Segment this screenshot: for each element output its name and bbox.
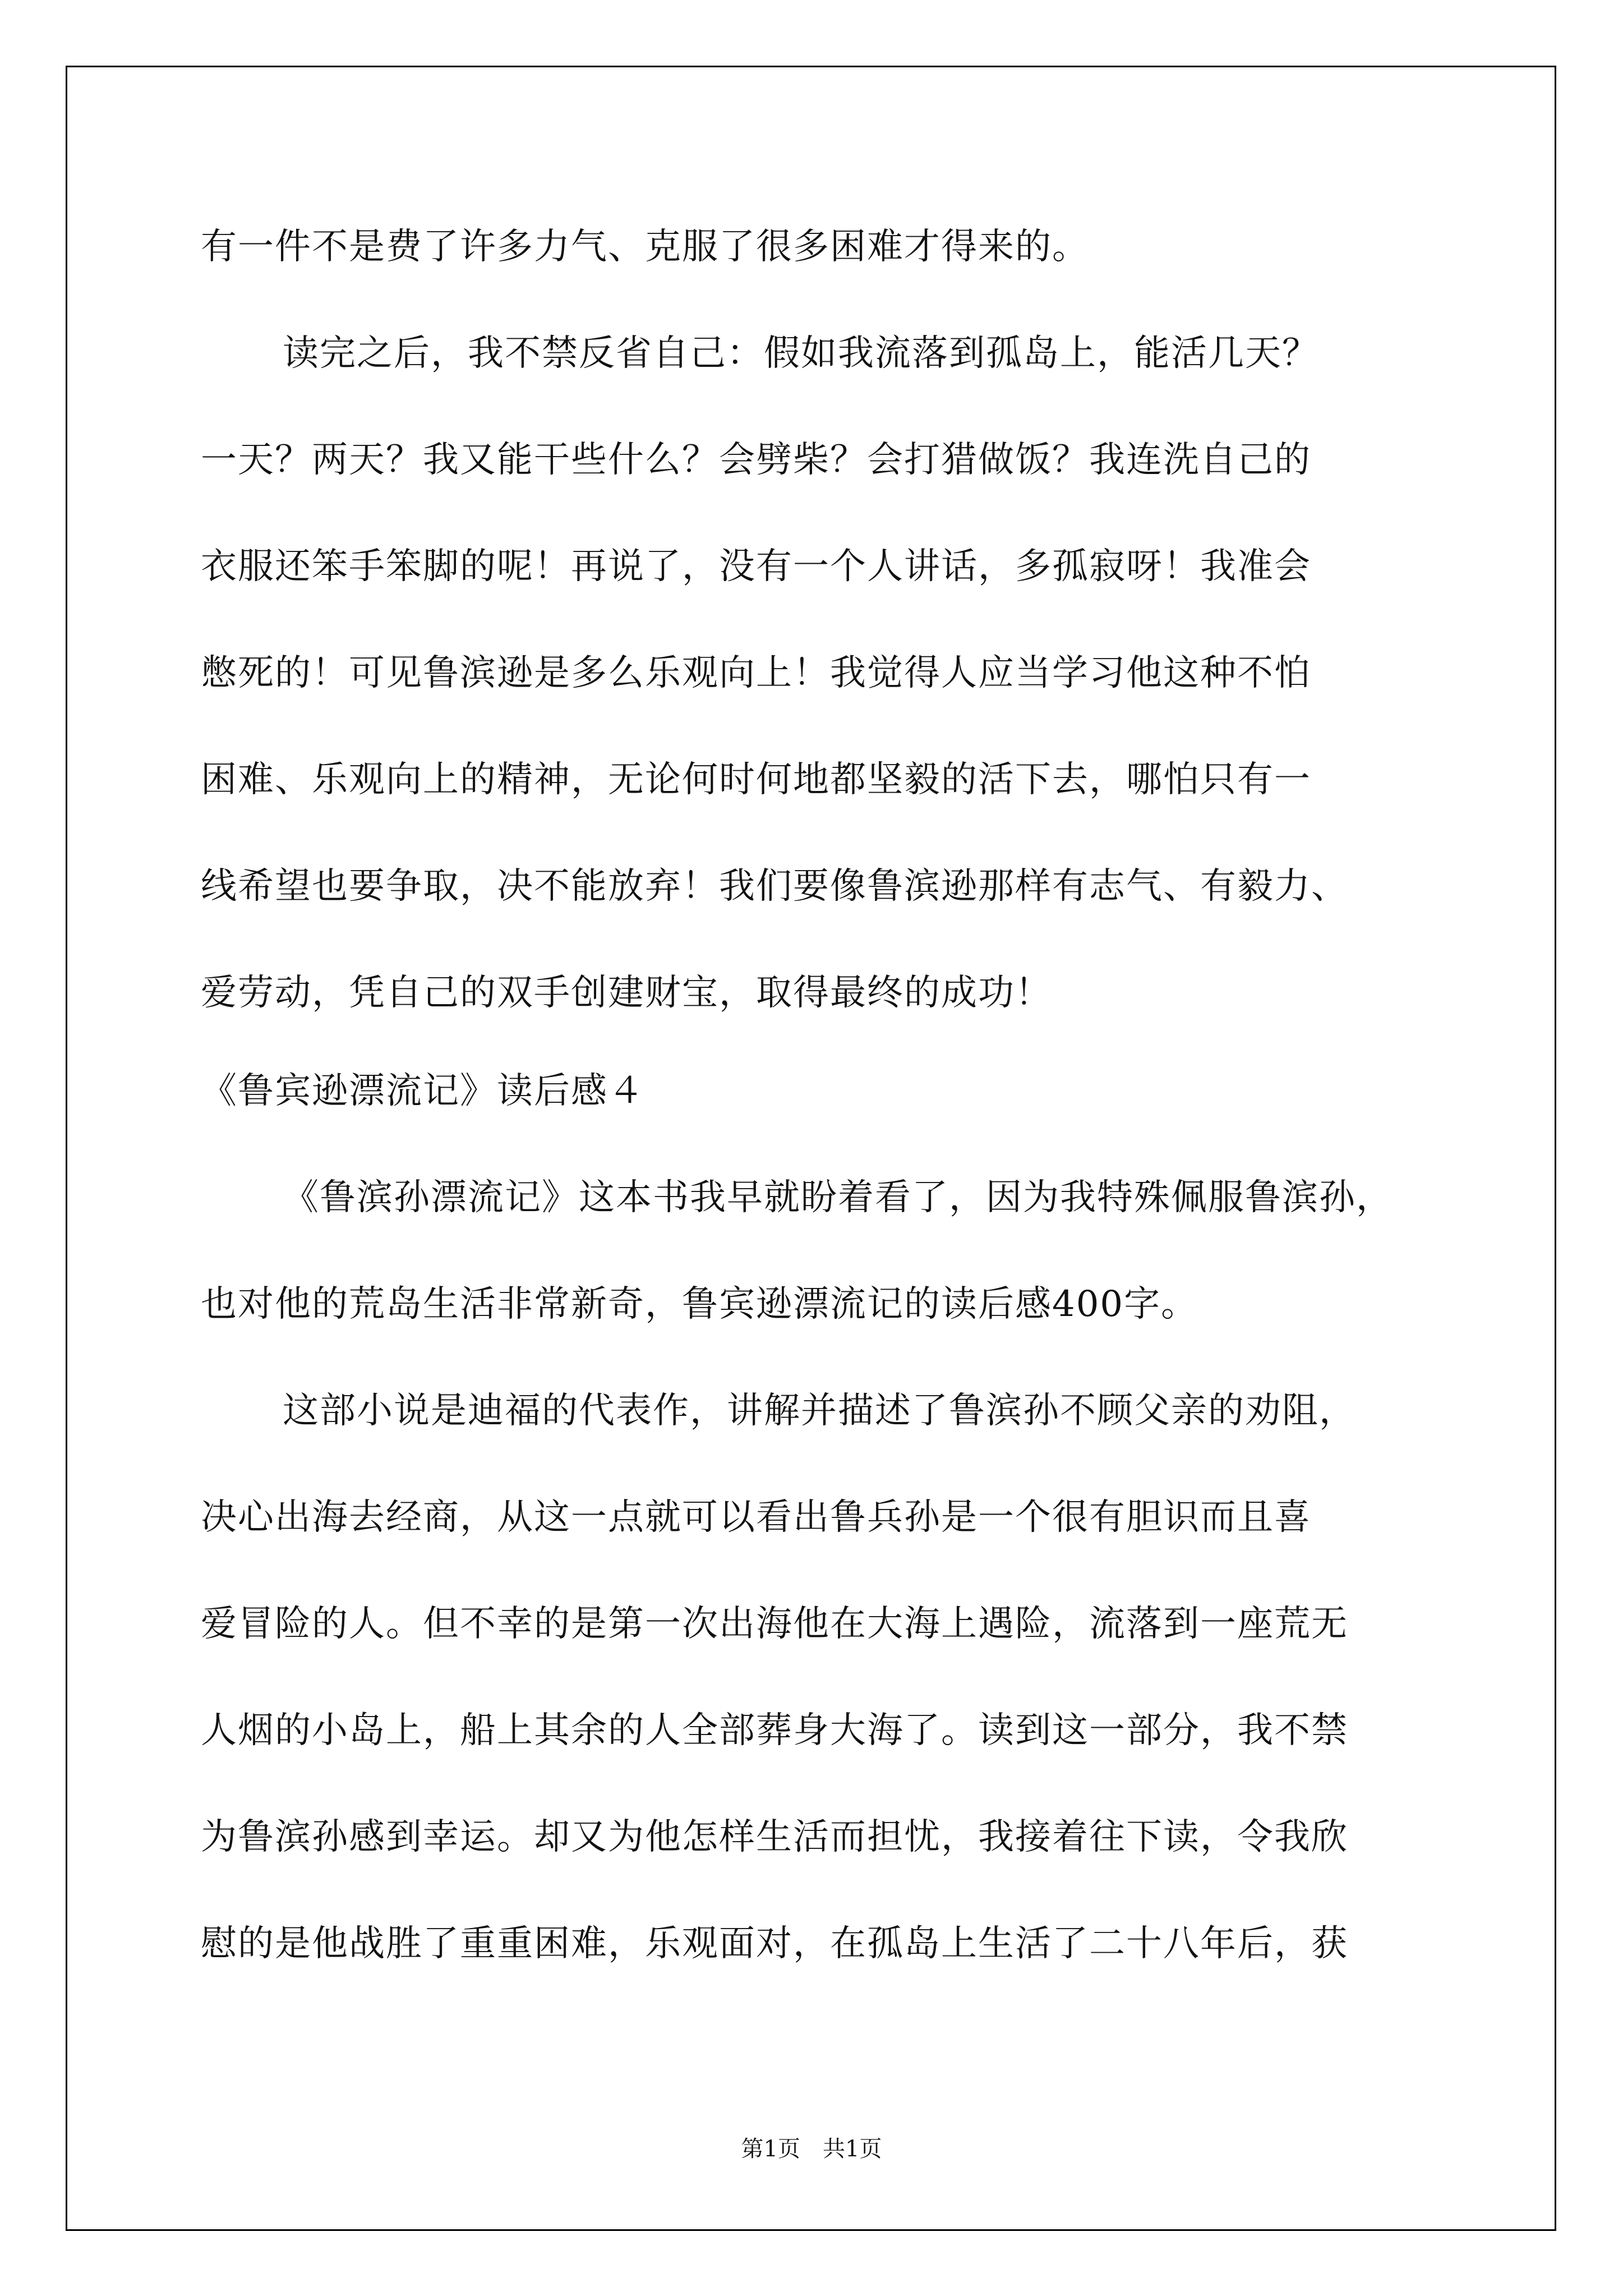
text-line: 也对他的荒岛生活非常新奇，鲁宾逊漂流记的读后感400字。 bbox=[201, 1283, 1198, 1325]
text-line: 有一件不是费了许多力气、克服了很多困难才得来的。 bbox=[201, 226, 1089, 268]
text-line: 慰的是他战胜了重重困难，乐观面对，在孤岛上生活了二十八年后，获 bbox=[201, 1923, 1348, 1964]
text-line: 线希望也要争取，决不能放弃！我们要像鲁滨逊那样有志气、有毅力、 bbox=[201, 866, 1348, 907]
text-line: 为鲁滨孙感到幸运。却又为他怎样生活而担忧，我接着往下读，令我欣 bbox=[201, 1816, 1348, 1858]
paragraph-first-line: 读完之后，我不禁反省自己：假如我流落到孤岛上，能活几天？ bbox=[283, 333, 1319, 374]
text-line: 爱劳动，凭自己的双手创建财宝，取得最终的成功！ bbox=[201, 972, 1052, 1014]
text-line: 爱冒险的人。但不幸的是第一次出海他在大海上遇险，流落到一座荒无 bbox=[201, 1603, 1348, 1645]
text-line: 人烟的小岛上，船上其余的人全部葬身大海了。读到这一部分，我不禁 bbox=[201, 1710, 1348, 1751]
paragraph-first-line: 《鲁滨孙漂流记》这本书我早就盼着看了，因为我特殊佩服鲁滨孙， bbox=[283, 1177, 1393, 1218]
text-line: 衣服还笨手笨脚的呢！再说了，没有一个人讲话，多孤寂呀！我准会 bbox=[201, 546, 1311, 587]
page-footer: 第1页 共1页 bbox=[741, 2136, 882, 2162]
text-line: 困难、乐观向上的精神，无论何时何地都坚毅的活下去，哪怕只有一 bbox=[201, 759, 1311, 800]
section-heading: 《鲁宾逊漂流记》读后感４ bbox=[201, 1070, 645, 1112]
text-line: 一天？两天？我又能干些什么？会劈柴？会打猎做饭？我连洗自己的 bbox=[201, 439, 1311, 481]
text-line: 憋死的！可见鲁滨逊是多么乐观向上！我觉得人应当学习他这种不怕 bbox=[201, 652, 1311, 694]
page-border bbox=[66, 66, 1556, 2231]
paragraph-first-line: 这部小说是迪福的代表作，讲解并描述了鲁滨孙不顾父亲的劝阻， bbox=[283, 1390, 1356, 1432]
text-line: 决心出海去经商，从这一点就可以看出鲁兵孙是一个很有胆识而且喜 bbox=[201, 1497, 1311, 1538]
